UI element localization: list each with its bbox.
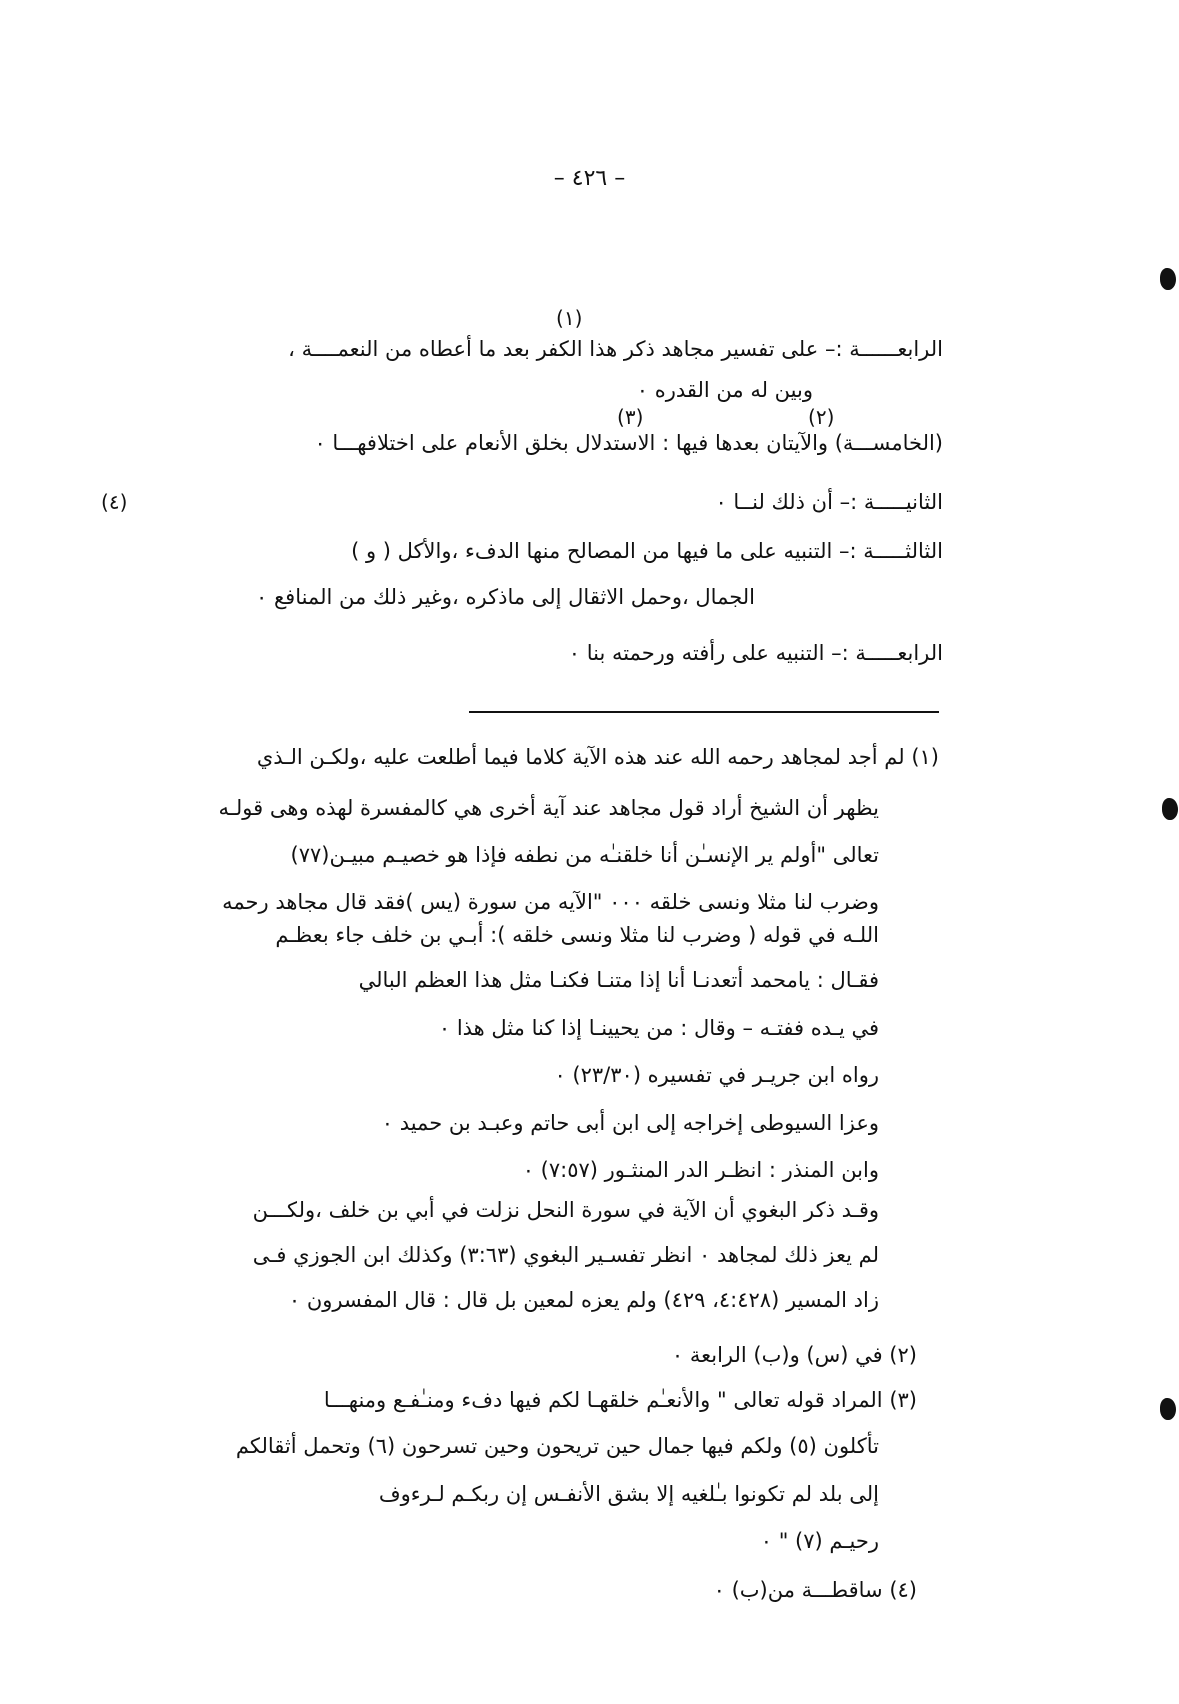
- footnote-line-3: تعالى "أولم ير الإنسـٰن أنا خلقنـٰه من نطفه فإذا هو خصيـم مبيـن(٧٧): [290, 843, 879, 867]
- footnote-line-12: لم يعز ذلك لمجاهد ٠ انظر تفسـير البغوي (٣:٦٣) وكذلك ابن الجوزي فـى: [252, 1243, 879, 1267]
- footnote-separator: [469, 711, 939, 713]
- footnote-line-13: زاد المسير (٤:٤٢٨، ٤٢٩) ولم يعزه لمعين بل قال : قال المفسرون ٠: [288, 1288, 879, 1312]
- footnote-line-8: رواه ابن جريـر في تفسيره (٢٣/٣٠) ٠: [554, 1063, 879, 1087]
- footnote-line-4: وضرب لنا مثلا ونسى خلقه ٠٠٠ "الآيه من سورة (يس )فقد قال مجاهد رحمه: [222, 890, 879, 914]
- footnote-line-17: إلى بلد لم تكونوا بـٰلغيه إلا بشق الأنفـس إن ربكـم لـرءوف: [378, 1482, 879, 1506]
- footnote-line-18: رحيـم (٧) " ٠: [760, 1529, 879, 1553]
- page-number: – ٤٢٦ –: [553, 166, 626, 191]
- note-marker-4: (٤): [101, 490, 128, 514]
- footnote-line-19: (٤) ساقطـــة من(ب) ٠: [713, 1578, 917, 1602]
- footnote-line-5: اللـه في قوله ( وضرب لنا مثلا ونسى خلقه ): أبـي بن خلف جاء بعظـم: [275, 923, 879, 947]
- footnote-line-15: (٣) المراد قوله تعالى " والأنعـٰم خلقهـا لكم فيها دفء ومنـٰفـع ومنهـــا: [323, 1388, 917, 1412]
- note-marker-1: (١): [556, 306, 583, 330]
- main-line-5: الثالثـــــة :– التنبيه على ما فيها من المصالح منها الدفء ،والأكل ( و ): [351, 539, 943, 563]
- main-line-3: (الخامســـة) والآيتان بعدها فيها : الاستدلال بخلق الأنعام على اختلافهـــا ٠: [314, 431, 943, 455]
- footnote-line-7: في يـده ففتـه – وقال : من يحيينـا إذا كنا مثل هذا ٠: [438, 1016, 879, 1040]
- scan-blot-bottom: [1160, 1398, 1176, 1420]
- main-line-6: الجمال ،وحمل الاثقال إلى ماذكره ،وغير ذلك من المنافع ٠: [256, 585, 755, 609]
- footnote-line-11: وقـد ذكر البغوي أن الآية في سورة النحل نزلت في أبي بن خلف ،ولكـــن: [252, 1198, 879, 1222]
- footnote-line-1: (١) لم أجد لمجاهد رحمه الله عند هذه الآية كلاما فيما أطلعت عليه ،ولكـن الـذي: [256, 745, 939, 769]
- footnote-line-6: فقـال : يامحمد أتعدنـا أنا إذا متنـا فكنـا مثل هذا العظم البالي: [358, 968, 879, 992]
- scan-blot-middle: [1162, 798, 1178, 820]
- main-line-1: الرابعــــــة :– على تفسير مجاهد ذكر هذا الكفر بعد ما أعطاه من النعمــــة ،: [288, 337, 943, 361]
- scan-blot-top: [1160, 268, 1176, 290]
- main-line-4: الثانيـــــة :– أن ذلك لنــا ٠: [715, 490, 943, 514]
- footnote-line-14: (٢) في (س) و(ب) الرابعة ٠: [671, 1343, 917, 1367]
- note-marker-2: (٢): [808, 405, 835, 429]
- footnote-line-2: يظهر أن الشيخ أراد قول مجاهد عند آية أخرى هي كالمفسرة لهذه وهى قولـه: [218, 796, 879, 820]
- main-line-2: وبين له من القدره ٠: [636, 378, 813, 402]
- footnote-line-9: وعزا السيوطى إخراجه إلى ابن أبى حاتم وعبـد بن حميد ٠: [381, 1111, 879, 1135]
- main-line-7: الرابعـــــة :– التنبيه على رأفته ورحمته بنا ٠: [568, 641, 943, 665]
- note-marker-3: (٣): [617, 405, 644, 429]
- footnote-line-16: تأكلون (٥) ولكم فيها جمال حين تريحون وحين تسرحون (٦) وتحمل أثقالكم: [235, 1434, 879, 1458]
- footnote-line-10: وابن المنذر : انظـر الدر المنثـور (٧:٥٧) ٠: [522, 1158, 879, 1182]
